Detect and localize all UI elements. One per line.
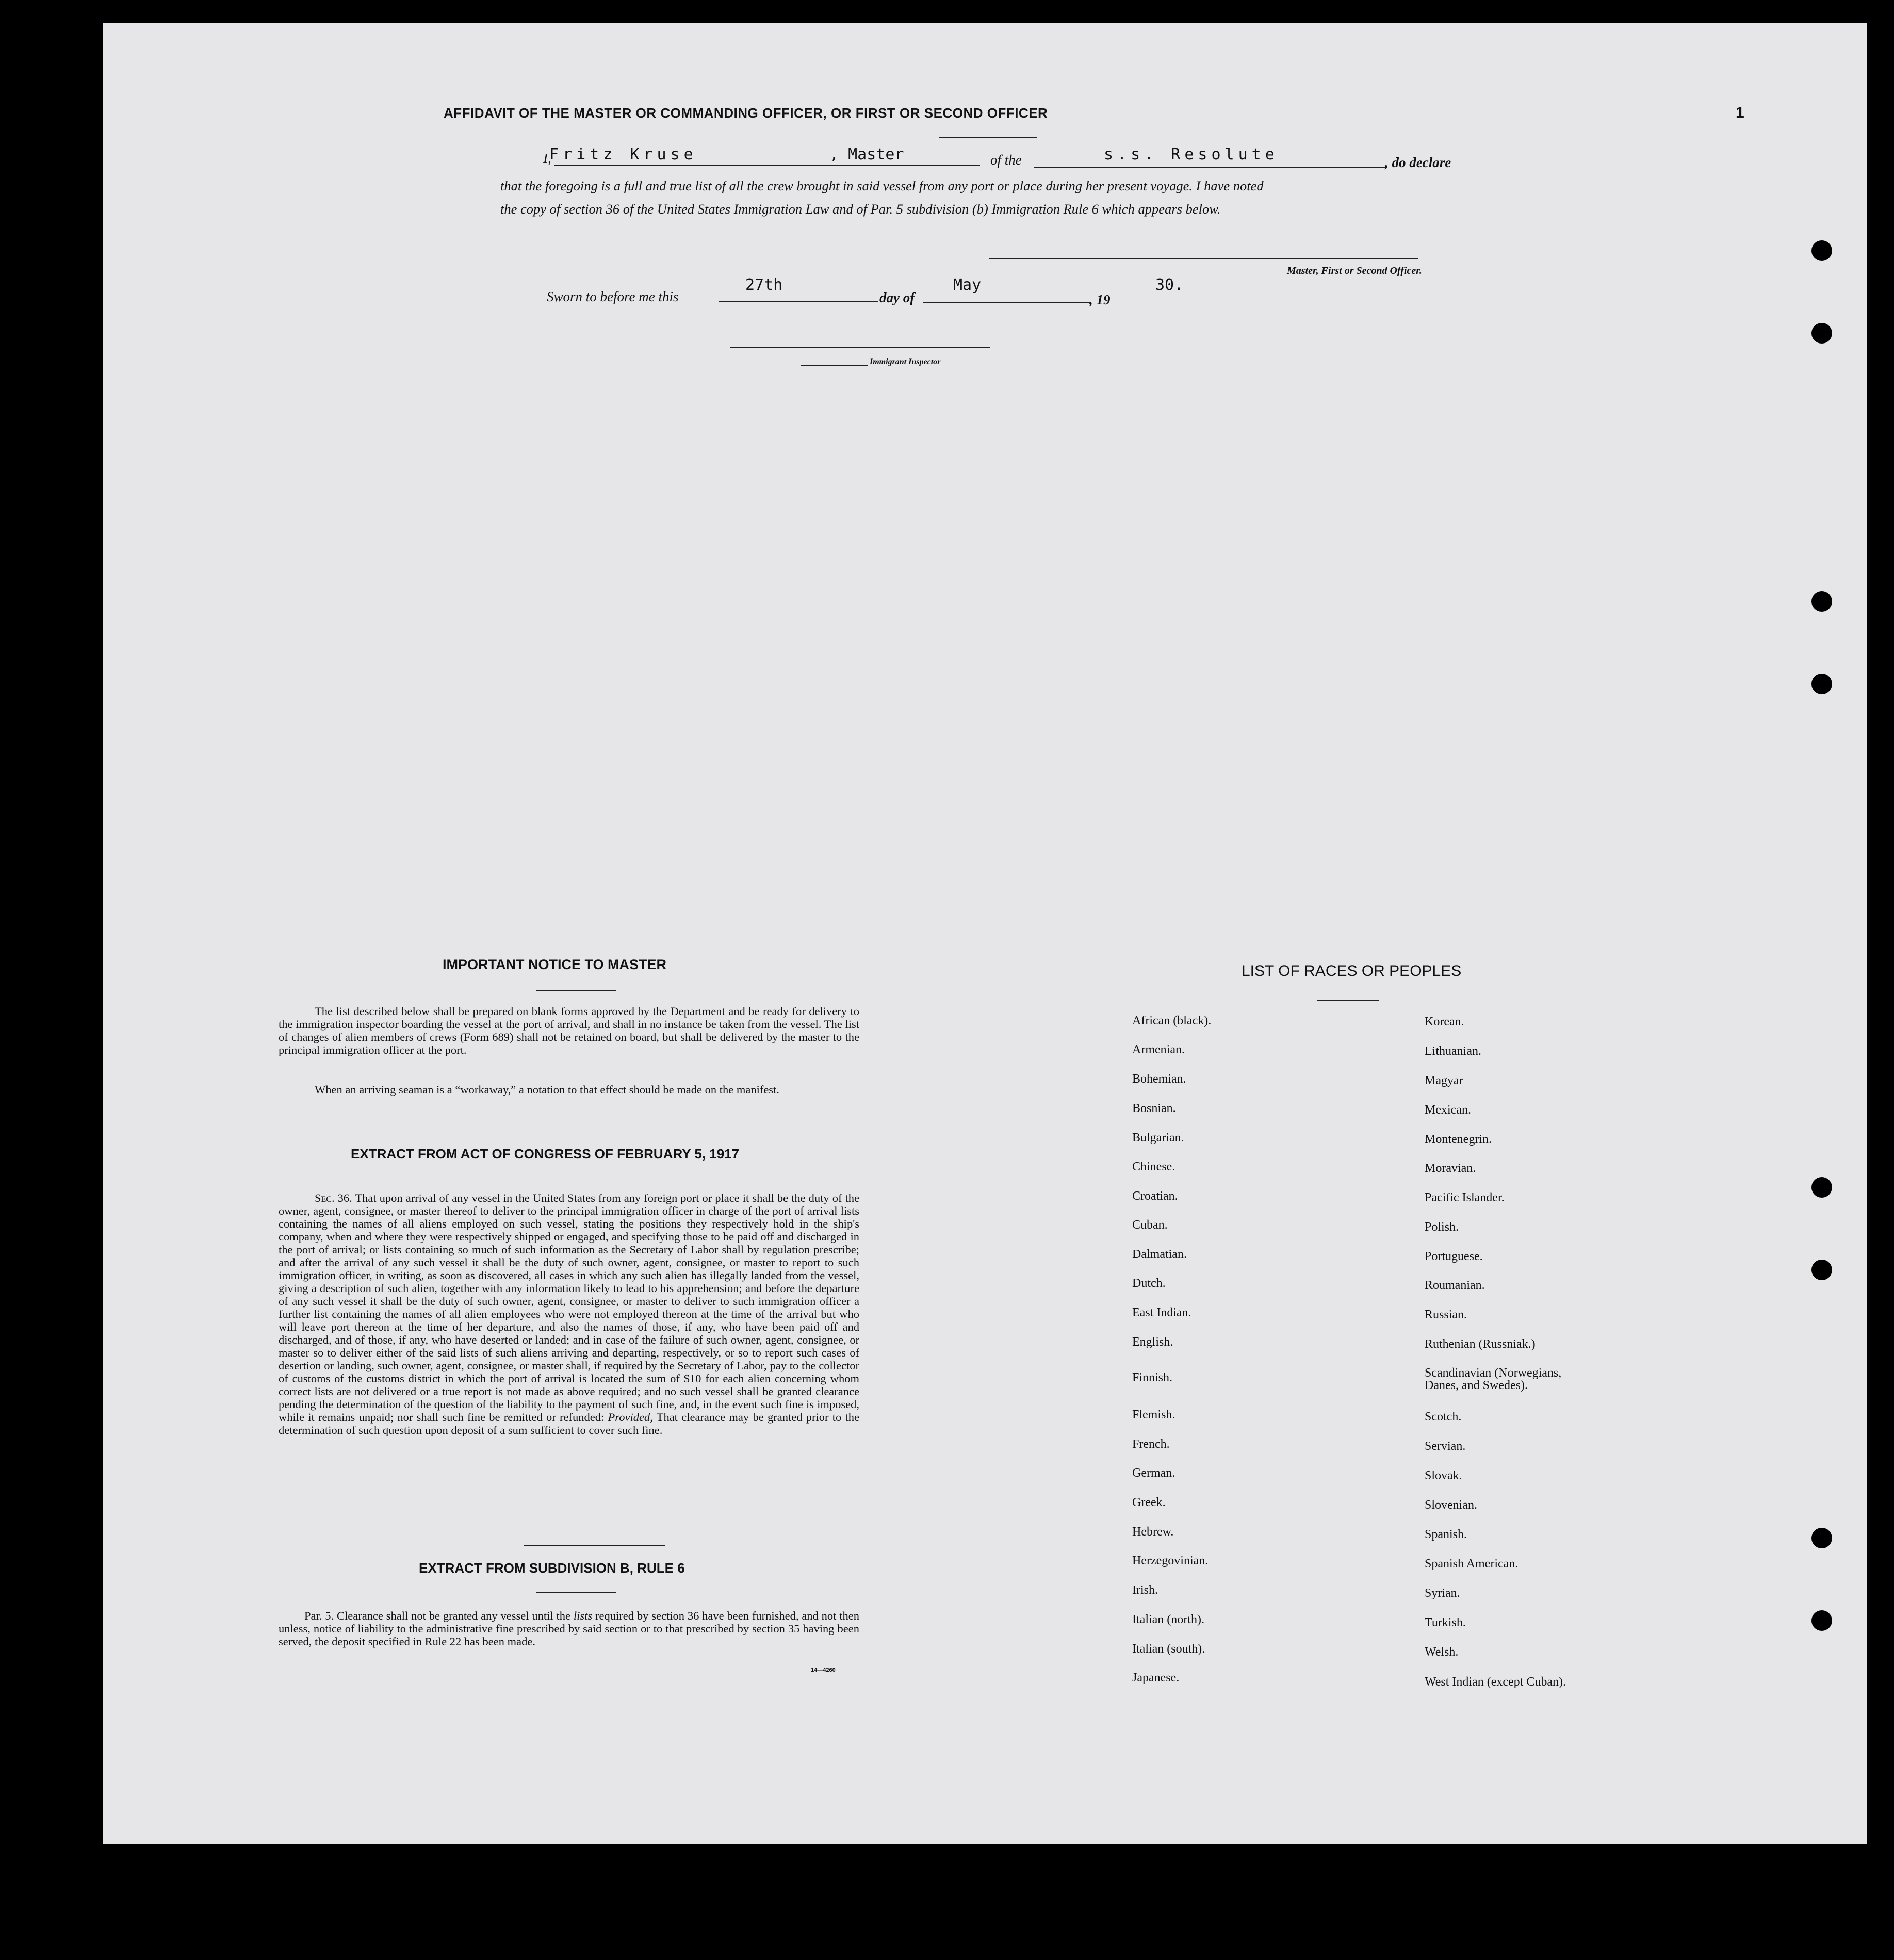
race-item: East Indian. [1132,1306,1191,1319]
race-item: Slovenian. [1425,1498,1477,1512]
punch-hole [1811,591,1832,612]
punch-hole [1811,674,1832,694]
sec-label: Sec. 36. [315,1191,352,1204]
of-the-label: of the [990,152,1022,168]
race-item: Pacific Islander. [1425,1191,1505,1204]
do-declare-label: , do declare [1385,155,1451,170]
race-item: Dalmatian. [1132,1248,1187,1261]
sworn-month: May [953,276,982,294]
prefix-i: I, [543,151,551,166]
race-item: French. [1132,1438,1170,1451]
rule-paragraph [279,1609,859,1648]
race-item: Herzegovinian. [1132,1554,1209,1567]
punch-hole [1811,1260,1832,1280]
inspector-line [730,347,990,348]
signature-caption: Master, First or Second Officer. [1287,265,1422,276]
race-item: German. [1132,1466,1175,1480]
race-item: Irish. [1132,1583,1158,1597]
race-item: Russian. [1425,1308,1467,1321]
sworn-label: Sworn to before me this [547,289,679,304]
race-item: Cuban. [1132,1218,1168,1232]
punch-hole [1811,323,1832,344]
form-number: 14—4260 [811,1667,836,1673]
rule-rule [536,1592,616,1593]
race-item: Portuguese. [1425,1250,1483,1263]
master-rank: , Master [829,145,904,164]
notice-title: IMPORTANT NOTICE TO MASTER [443,957,666,972]
punch-hole [1811,1177,1832,1198]
act-text: That upon arrival of any vessel in the United States from any foreign port or place it shall be the duty of the owner, agent, consignee, or master thereof to deliver to the principal immigration officer in charge of the port of arrival lists containing the names of all aliens employed on such vessel, stating the positions they respectively hold in the ship's company, when and where they were respectively shipped or engaged, and specifying those to be paid off and discharged in the port of arrival; or lists containing so much of such information as the Secretary of Labor shall by regulation prescribe; and after the arrival of any such vessel it shall be the duty of such owner, agent, consignee, or master to report to such immigration officer, in writing, as soon as discovered, all cases in which any such alien has illegally landed from the vessel, giving a description of such alien, together with any information likely to lead to his apprehension; and before the departure of any such vessel it shall be the duty of such owner, agent, consignee, or master to deliver to such immigration officer a further list containing the names of all alien employees who were not employed thereon at the time of the arrival but who will leave port thereon at the time of her departure, and also the names of those, if any, who have been paid off and discharged, and of those, if any, who have deserted or landed; and in case of the failure of such owner, agent, consignee, or master so to deliver either of the said lists of such aliens arriving and departing, respectively, or so to report such cases of desertion or landing, such owner, agent, consignee, or master shall, if required by the Secretary of Labor, pay to the collector of customs of the customs district in which the port of arrival is located the sum of $10 for each alien concerning whom correct lists are not delivered or a true report is not made as above required; and no such vessel shall be granted clearance pending the determination of the question of the liability to the payment of such fine, and, in the event such fine is imposed, while it remains unpaid; nor shall such fine be remitted or refunded: [279,1191,859,1424]
race-item: African (black). [1132,1014,1212,1027]
sworn-year: 30. [1155,276,1184,294]
notice-paragraph-2: When an arriving seaman is a “workaway,” a notation to that effect should be made on the manifest. [315,1083,779,1096]
affidavit-heading: AFFIDAVIT OF THE MASTER OR COMMANDING OFFICER, OR FIRST OR SECOND OFFICER [444,105,1048,121]
race-item: Scotch. [1425,1410,1462,1424]
race-item: Mexican. [1425,1103,1471,1117]
race-item: Polish. [1425,1220,1459,1234]
race-item: Flemish. [1132,1408,1175,1422]
notice-rule [536,990,616,991]
race-item: Croatian. [1132,1189,1178,1203]
race-item: Italian (south). [1132,1642,1205,1656]
rule-text-a: Par. 5. Clearance shall not be granted any vessel until the [304,1609,570,1622]
act-section-36-text [279,1191,859,1436]
day-of-label: day of [879,290,915,305]
race-item: Korean. [1425,1015,1464,1028]
vessel-name: s.s. Resolute [1104,145,1279,164]
act-text-end: That clearance may be granted prior to the determination of such question upon deposit of a sum sufficient to cover such fine. [279,1411,860,1436]
act-extract-title: EXTRACT FROM ACT OF CONGRESS OF FEBRUARY 5, 1917 [351,1146,740,1162]
race-item: Chinese. [1132,1160,1175,1173]
name-line [554,165,980,166]
sworn-day: 27th [745,276,783,294]
inspector-caption: Immigrant Inspector [870,357,941,366]
rule-extract-title: EXTRACT FROM SUBDIVISION B, RULE 6 [419,1560,685,1576]
race-item: Roumanian. [1425,1279,1485,1292]
race-item: Armenian. [1132,1043,1185,1056]
master-name: Fritz Kruse [549,145,697,164]
race-item: Dutch. [1132,1277,1166,1290]
vessel-line [1034,167,1387,168]
lists-word: lists [573,1609,593,1622]
race-item: Ruthenian (Russniak.) [1425,1337,1536,1351]
race-item: Japanese. [1132,1671,1180,1685]
signature-line [989,258,1418,259]
race-item: Welsh. [1425,1645,1459,1659]
punch-hole [1811,1610,1832,1631]
declaration-line-3: the copy of section 36 of the United States Immigration Law and of Par. 5 subdivision (b) Immigration Rule 6 which appears below. [500,201,1221,217]
race-item: Moravian. [1425,1162,1476,1175]
document-page [103,23,1867,1844]
race-item: Slovak. [1425,1469,1462,1482]
races-rule [1317,1000,1379,1001]
race-item: Lithuanian. [1425,1044,1481,1058]
race-item: Magyar [1425,1074,1463,1087]
race-item: Finnish. [1132,1371,1173,1384]
corner-mark: 1 [1736,104,1745,121]
day-line [719,301,878,302]
race-item: Greek. [1132,1496,1166,1509]
month-line [923,302,1091,303]
year-prefix: , 19 [1089,292,1111,307]
race-item: Syrian. [1425,1587,1460,1600]
race-item: West Indian (except Cuban). [1425,1675,1566,1689]
race-item: Turkish. [1425,1616,1466,1629]
races-title: LIST OF RACES OR PEOPLES [1242,962,1462,979]
race-item: Scandinavian (Norwegians, Danes, and Swedes). [1425,1366,1562,1392]
race-item: Italian (north). [1132,1613,1204,1626]
inspector-short-line [801,365,868,366]
race-item: Hebrew. [1132,1525,1174,1539]
rule-text-b: required by section 36 have been furnished, and not then unless, notice of liability to the administrative fine prescribed by said section or to that prescribed by section 35 having been served, the deposit specified in Rule 22 has been made. [279,1609,860,1648]
race-item: Bohemian. [1132,1072,1186,1086]
race-item: Bosnian. [1132,1102,1176,1115]
race-item: English. [1132,1335,1173,1349]
race-item: Spanish American. [1425,1557,1519,1571]
race-item: Montenegrin. [1425,1133,1492,1146]
punch-hole [1811,1528,1832,1548]
declaration-line-2: that the foregoing is a full and true list of all the crew brought in said vessel from any port or place during her present voyage. I have noted [500,178,1264,193]
act-divider [524,1545,665,1546]
notice-paragraph-1: The list described below shall be prepared on blank forms approved by the Department and be ready for delivery to the immigration inspector boarding the vessel at the port of arrival, and shall in no instance be taken from the vessel. The list of changes of alien members of crews (Form 689) shall not be retained on board, but shall be delivered by the master to the principal immigration officer at the port. [279,1005,859,1056]
race-item: Bulgarian. [1132,1131,1184,1145]
race-item: Servian. [1425,1440,1466,1453]
punch-hole [1811,240,1832,261]
heading-rule [939,137,1037,138]
race-item: Spanish. [1425,1528,1467,1541]
provided-word: Provided, [608,1411,653,1424]
